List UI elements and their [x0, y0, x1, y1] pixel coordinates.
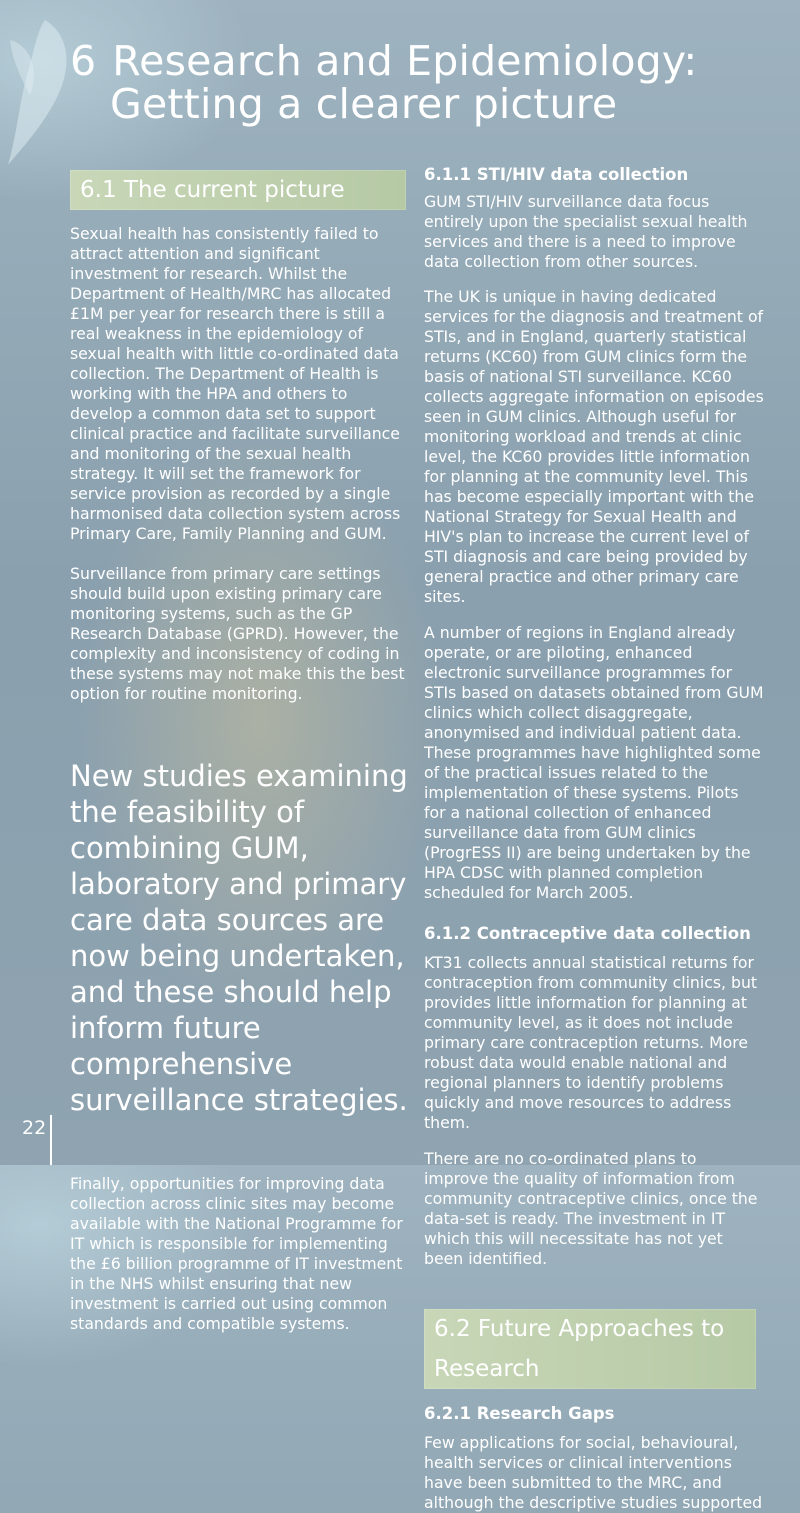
paragraph-current-picture: Sexual health has consistently failed to attract attention and significant investment for research. Whilst the Department of Health/MRC has allocated £1M per year for research there is still a real weakness in the epidemiology of sexual health with little co-ordinated data collection. The Department of Health is working with the HPA and others to develop a common data set to support clinical practice and facilitate surveillance and monitoring of the sexual health strategy. It will set the framework for service provision as recorded by a single harmonised data collection system across Primary Care, Family Planning and GUM.	[70, 224, 401, 543]
subsection-heading-6-1-1: 6.1.1 STI/HIV data collection	[424, 165, 689, 184]
paragraph-sti-hiv-2: The UK is unique in having dedicated services for the diagnosis and treatment of STIs, and in England, quarterly statistical returns (KC60) from GUM clinics form the basis of national STI surveillance. KC60 collects aggregate information on episodes seen in GUM clinics. Although useful for monitoring workload and trends at clinic level, the KC60 provides little information for planning at the community level. This has become especially important with the National Strategy for Sexual Health and HIV's plan to increase the current level of STI diagnosis and care being provided by general practice and other primary care sites.	[424, 287, 764, 606]
right-column	[424, 164, 764, 1513]
page-title	[70, 37, 698, 128]
paragraph-contraceptive-2: There are no co-ordinated plans to improve the quality of information from community contraceptive clinics, once the data-set is ready. The investment in IT which this will necessitate has not yet been identified.	[424, 1149, 758, 1268]
page-number-divider	[50, 1115, 52, 1165]
left-column	[70, 170, 408, 1334]
subsection-heading-6-2-1: 6.2.1 Research Gaps	[424, 1404, 615, 1423]
section-banner-6-2: 6.2 Future Approaches to Research	[424, 1309, 756, 1389]
paragraph-primary-care-surveillance: Surveillance from primary care settings should build upon existing primary care monitoring systems, such as the GP Research Database (GPRD). However, the complexity and inconsistency of coding in these systems may not make this the best option for routine monitoring.	[70, 564, 405, 703]
pull-quote: New studies examining the feasibility of combining GUM, laboratory and primary care data sources are now being undertaken, and these should help inform future comprehensive surveillance strategies.	[70, 759, 408, 1117]
paragraph-contraceptive-1: KT31 collects annual statistical returns for contraception from community clinics, but provides little information for planning at community level, as it does not include primary care contraception returns. More robust data would enable national and regional planners to identify problems quickly and move resources to address them.	[424, 953, 758, 1132]
page-title-line-1: Research and Epidemiology:	[112, 37, 698, 85]
section-banner-6-1: 6.1 The current picture	[70, 170, 406, 210]
chapter-number: 6	[70, 37, 97, 85]
paragraph-sti-hiv-3: A number of regions in England already operate, or are piloting, enhanced electronic surveillance programmes for STIs based on datasets obtained from GUM clinics which collect disaggregate, anonymised and individual patient data. These programmes have highlighted some of the practical issues related to the implementation of these systems. Pilots for a national collection of enhanced surveillance data from GUM clinics (ProgrESS II) are being undertaken by the HPA CDSC with planned completion scheduled for March 2005.	[424, 623, 764, 902]
paragraph-national-programme-it: Finally, opportunities for improving data collection across clinic sites may become available with the National Programme for IT which is responsible for implementing the £6 billion programme of IT investment in the NHS whilst ensuring that new investment is carried out using common standards and compatible systems.	[70, 1174, 403, 1333]
page-title-line-2: Getting a clearer picture	[110, 80, 618, 128]
paragraph-sti-hiv-1: GUM STI/HIV surveillance data focus entirely upon the specialist sexual health services and there is a need to improve data collection from other sources.	[424, 192, 748, 271]
subsection-heading-6-1-2: 6.1.2 Contraceptive data collection	[424, 924, 751, 943]
paragraph-research-gaps: Few applications for social, behavioural, health services or clinical interventions have been submitted to the MRC, and although the descriptive studies supported	[424, 1433, 763, 1512]
page-number: 22	[22, 1117, 47, 1139]
